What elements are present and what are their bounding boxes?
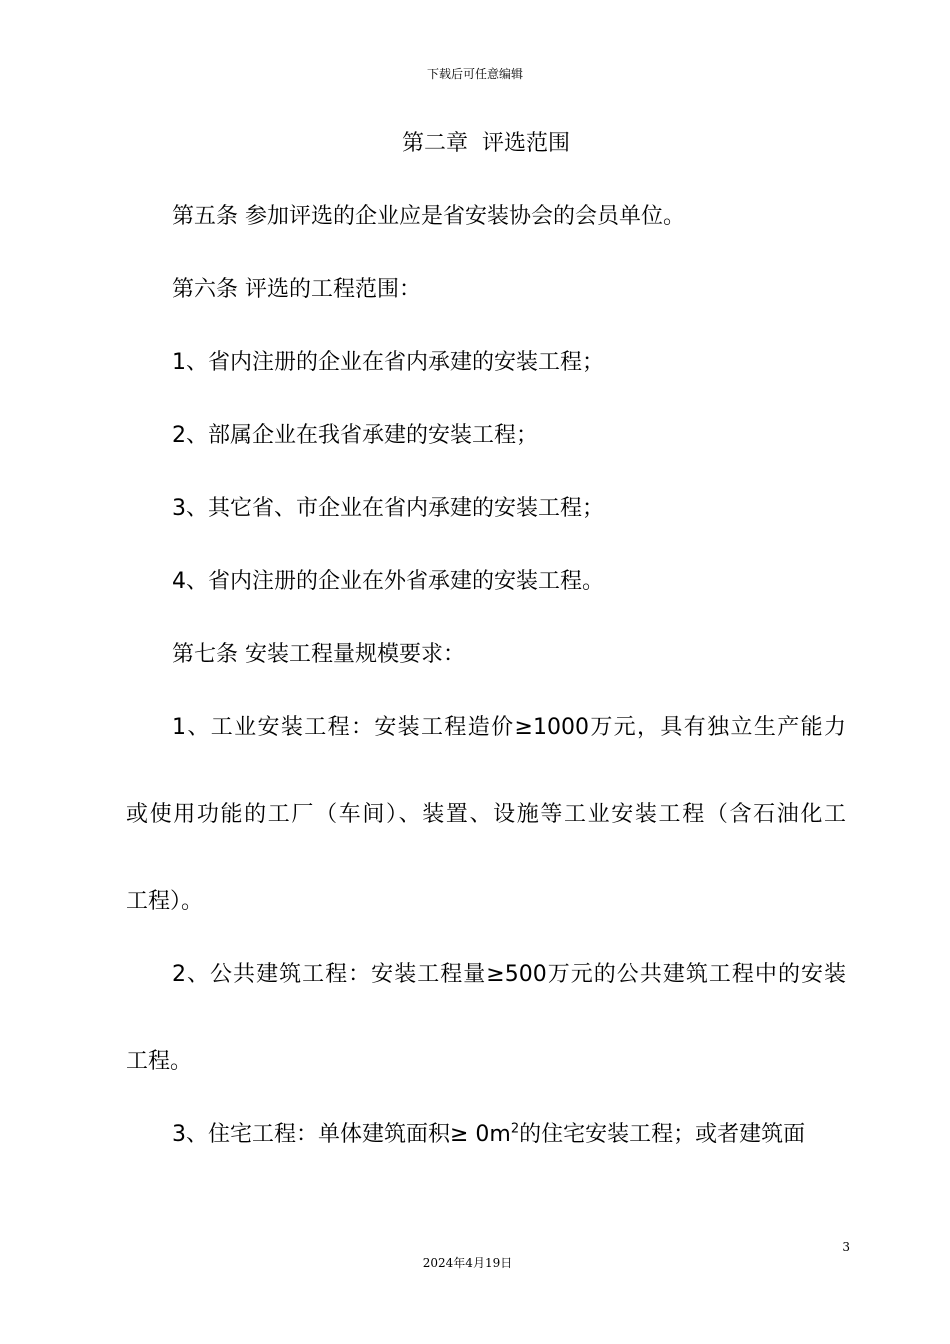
page-header: 下载后可任意编辑 <box>426 67 523 81</box>
article-5: 第五条 参加评选的企业应是省安装协会的会员单位。 <box>172 204 685 229</box>
article-6-item-4: 4、省内注册的企业在外省承建的安装工程。 <box>172 569 604 594</box>
article-6-item-3: 3、其它省、市企业在省内承建的安装工程； <box>172 496 604 521</box>
article-7-item-1-line-1: 1、工业安装工程：安装工程造价≥1000万元，具有独立生产能力 <box>172 715 846 740</box>
page-number: 3 <box>842 1240 850 1254</box>
article-6-item-2: 2、部属企业在我省承建的安装工程； <box>172 423 538 448</box>
article-7: 第七条 安装工程量规模要求： <box>172 642 465 667</box>
article-7-item-2-line-2: 工程。 <box>126 1049 193 1074</box>
article-7-item-3-line-1 <box>172 1120 805 1150</box>
article-6: 第六条 评选的工程范围： <box>172 277 421 302</box>
article-7-item-1-line-2: 或使用功能的工厂（车间）、装置、设施等工业安装工程（含石油化工 <box>126 802 846 827</box>
square-meter-superscript: 2 <box>510 1121 520 1137</box>
article-7-item-1-line-3: 工程）。 <box>126 889 204 914</box>
footer-date: 2024年4月19日 <box>422 1256 513 1270</box>
residential-text-after: 的住宅安装工程；或者建筑面 <box>519 1122 806 1147</box>
residential-text-before: 3、住宅工程：单体建筑面积≥ 0m <box>172 1122 511 1147</box>
chapter-title: 第二章 评选范围 <box>402 131 570 156</box>
article-7-item-2-line-1: 2、公共建筑工程：安装工程量≥500万元的公共建筑工程中的安装 <box>172 962 846 987</box>
article-6-item-1: 1、省内注册的企业在省内承建的安装工程； <box>172 350 604 375</box>
